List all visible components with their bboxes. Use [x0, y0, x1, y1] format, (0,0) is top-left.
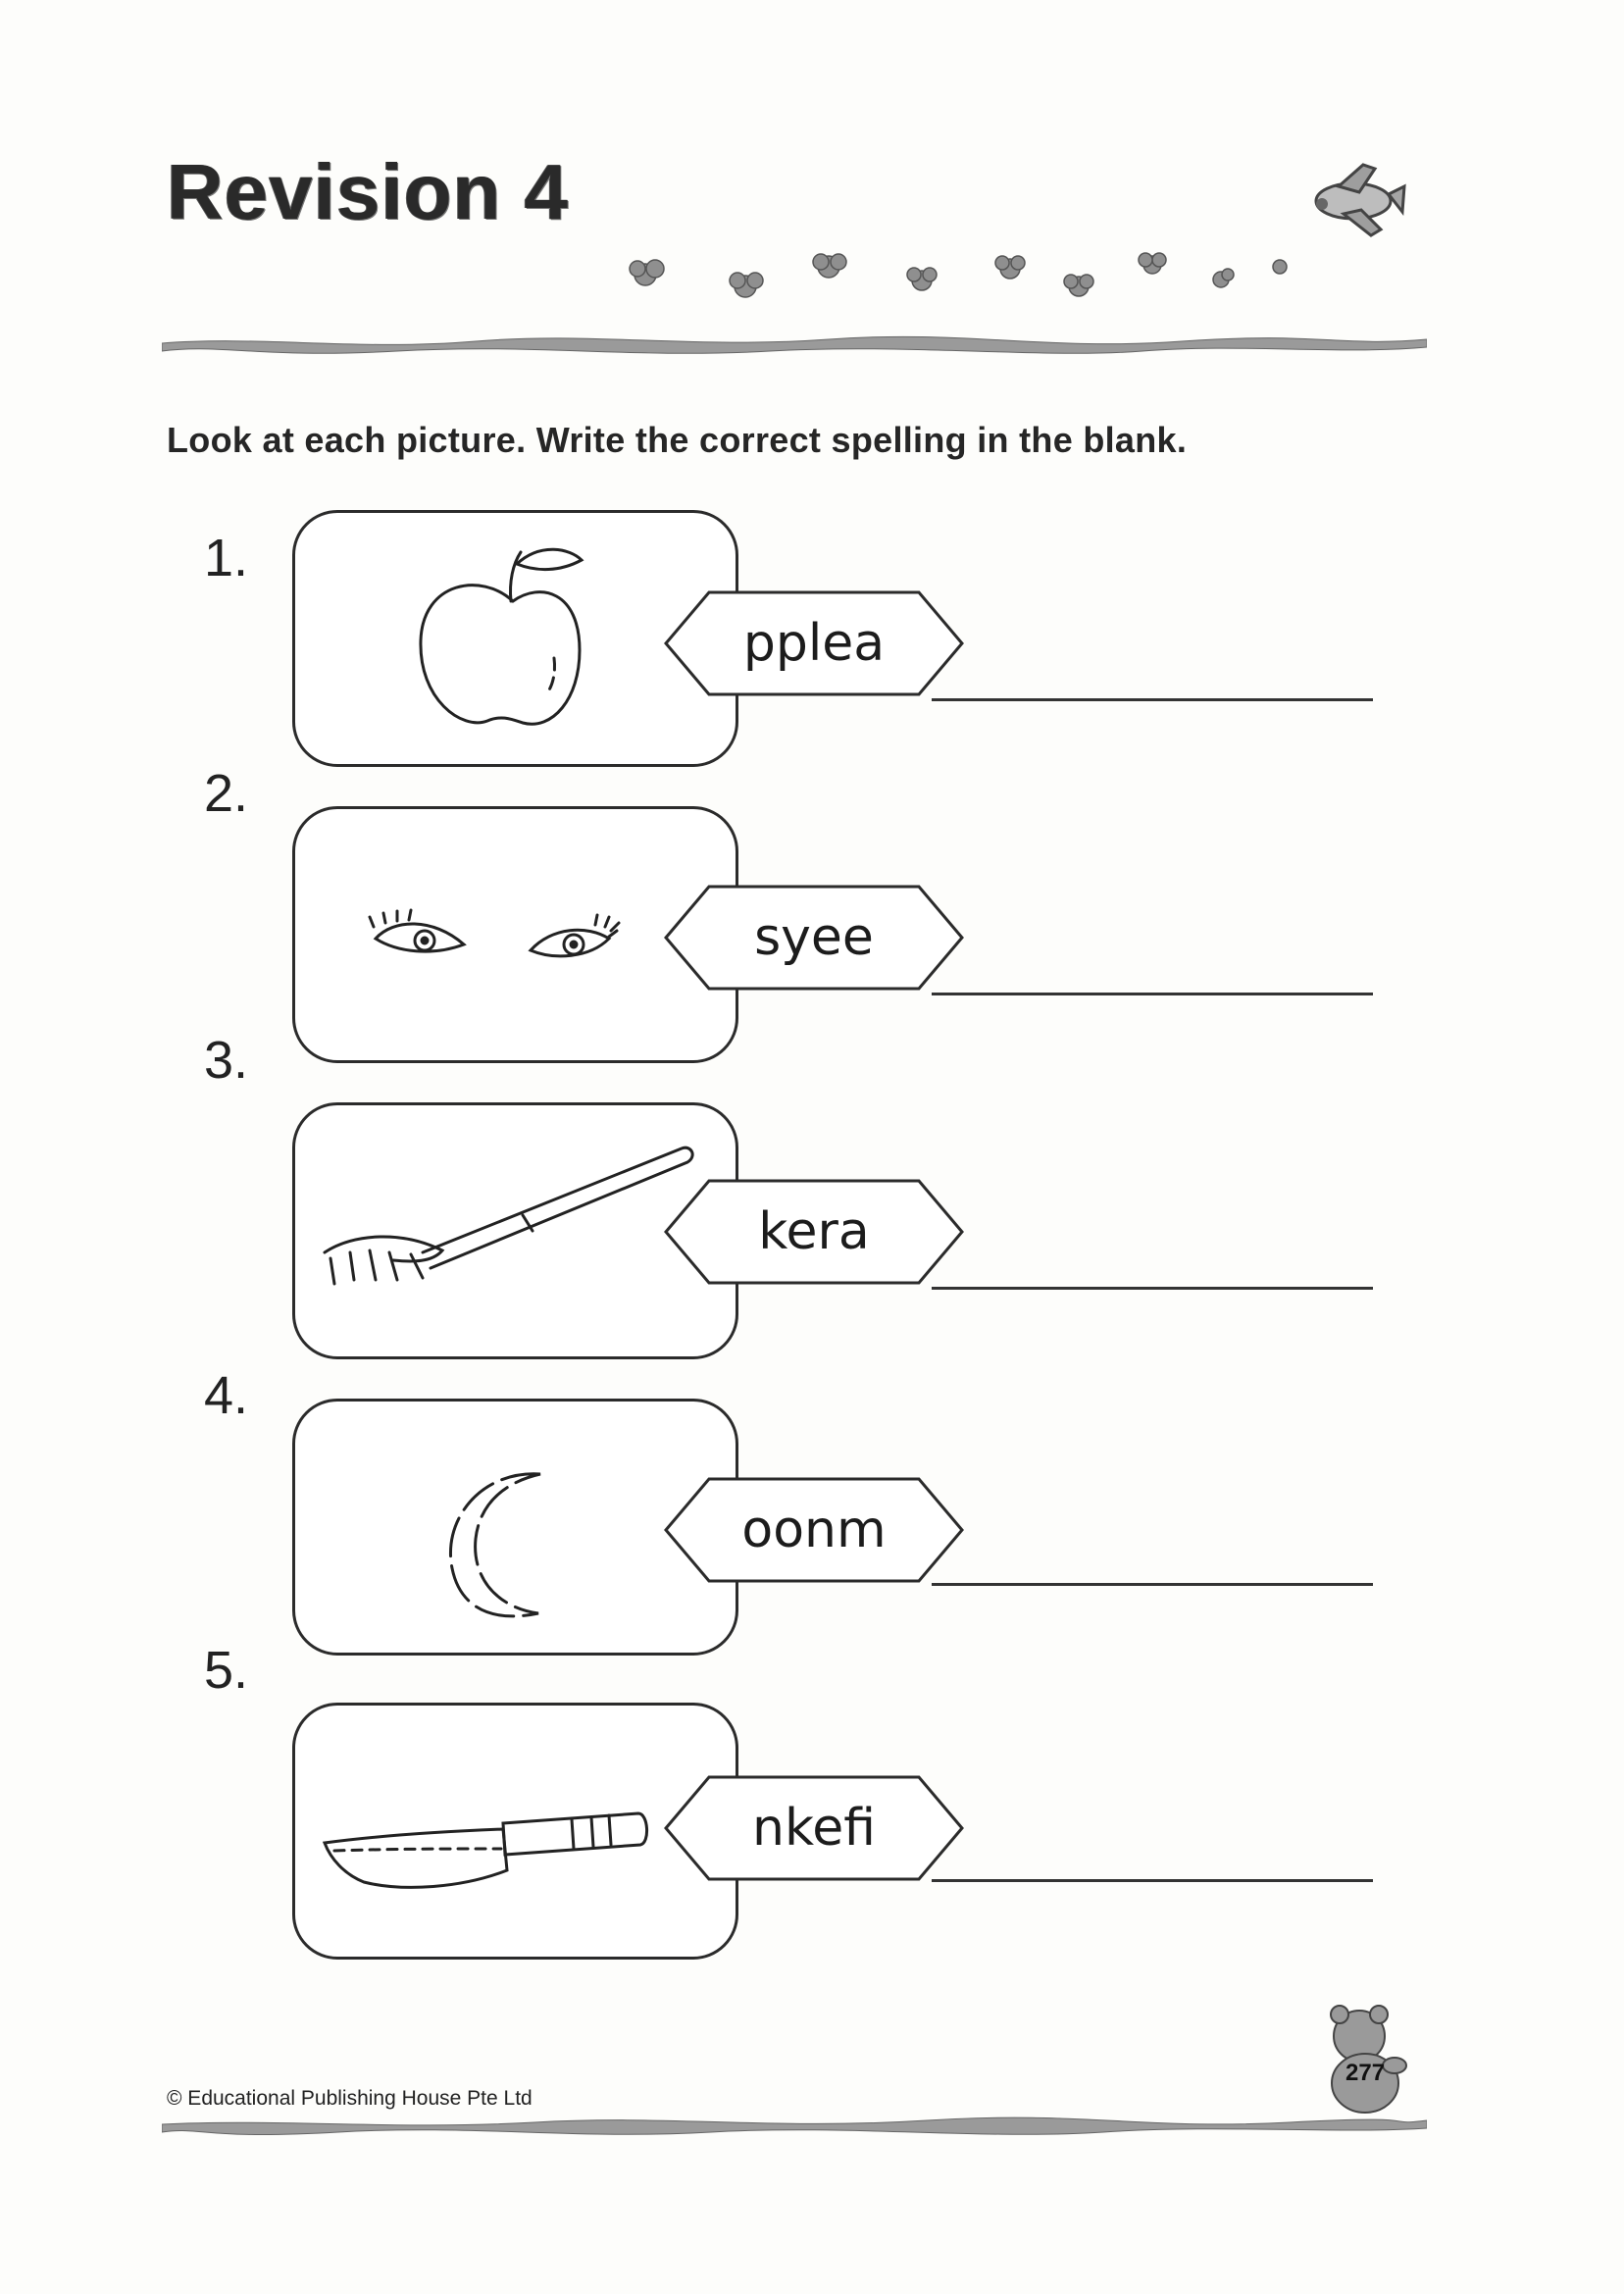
item-number: 5.: [204, 1641, 249, 1700]
scrambled-word: syee: [754, 908, 874, 967]
item-number: 2.: [204, 764, 249, 823]
answer-blank[interactable]: [932, 993, 1373, 995]
answer-blank[interactable]: [932, 1287, 1373, 1290]
page-title: Revision 4: [167, 148, 570, 235]
scrambled-word-tag: [662, 588, 966, 698]
scrambled-word-tag: [662, 883, 966, 993]
bottom-divider: [162, 2107, 1427, 2142]
copyright: © Educational Publishing House Pte Ltd: [167, 2087, 533, 2110]
top-divider: [162, 326, 1427, 361]
scrambled-word-tag: [662, 1177, 966, 1287]
item-number: 3.: [204, 1031, 249, 1090]
cloud-trail-icon: [618, 245, 1304, 314]
scrambled-word: kera: [758, 1202, 870, 1261]
instructions: Look at each picture. Write the correct spelling in the blank.: [167, 420, 1188, 460]
page-number: 277: [1345, 2060, 1386, 2086]
item-number: 1.: [204, 529, 249, 587]
scrambled-word: oonm: [741, 1501, 887, 1559]
scrambled-word-tag: [662, 1475, 966, 1585]
scrambled-word-tag: [662, 1773, 966, 1883]
item-number: 4.: [204, 1366, 249, 1425]
answer-blank[interactable]: [932, 1879, 1373, 1882]
scrambled-word: pplea: [742, 614, 886, 673]
answer-blank[interactable]: [932, 1583, 1373, 1586]
airplane-icon: [1294, 157, 1412, 245]
answer-blank[interactable]: [932, 698, 1373, 701]
scrambled-word: nkefi: [752, 1799, 876, 1858]
